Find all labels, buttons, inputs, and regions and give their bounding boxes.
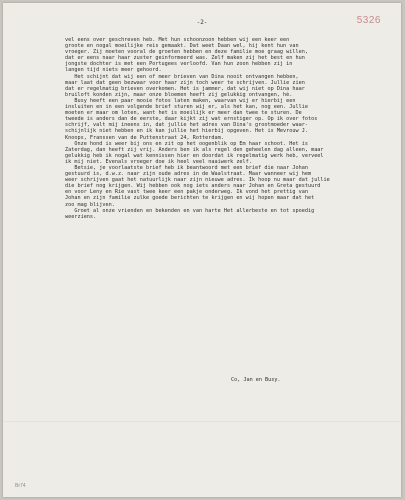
letter-line: en voor Leny en Rie vast twee keer een pakje onderweg. Ik vond het prettig van	[65, 189, 308, 196]
letter-page	[3, 3, 401, 497]
letter-line: Zaterdag, dan heeft zij vrij. Anders ben ik als regel den geheelen dag alleen, maar	[65, 146, 324, 153]
letter-line: vel eens over geschreven heb. Met hun schoonzoon hebben wij een keer een	[65, 37, 290, 43]
archive-number: 5326	[356, 15, 381, 26]
letter-line: langen tijd niets meer gehoord.	[65, 67, 162, 74]
letter-line: insluiten en in een volgende brief sturen wij er, als het kan, nog een. Jullie	[65, 104, 308, 111]
letter-line: Het schijnt dat wij een of meer brieven van Dina nooit ontvangen hebben,	[65, 73, 299, 80]
paper-crease	[3, 421, 401, 422]
signature: Co, Jan en Busy.	[231, 377, 281, 383]
letter-line: moeten er maar om loten, want het is moeilijk er meer dan twee te sturen. De	[65, 110, 302, 117]
letter-line: dat er eens naar haar zuster geinformeerd was. Zelf maken zij het best en hun	[65, 55, 305, 62]
letter-line: zoo mag blijven.	[65, 201, 115, 208]
letter-line: Onze hond is weer bij ons en zit op het oogenblik op Em haar schoot. Het is	[65, 140, 308, 147]
letter-line: ik mij niet. Evenals vroeger doe ik heel veel naaiwerk zelf.	[65, 158, 252, 165]
letter-body	[65, 37, 385, 220]
letter-line: Groet al onze vrienden en bekenden en van harte Het allerbeste en tot spoedig	[65, 207, 315, 214]
letter-line: maar laat dat geen bezwaar voor haar zijn toch weer te schrijven. Jullie zien	[65, 79, 305, 86]
letter-line: groote en nogal moeilijke reis gemaakt. Dat weet Daan wel, hij kent hun van	[65, 43, 299, 50]
letter-line: Betsie, je voorlaatste brief heb ik beantwoord met een brief die naar Johan	[65, 164, 308, 171]
page-number: -2-	[196, 19, 208, 26]
letter-line: dat er regelmatig brieven overkomen. Het is jammer, dat wij niet op Dina haar	[65, 85, 305, 92]
letter-line: schijnlijk niet hebben en ik kan jullie het hierbij opgeven. Het is Mevrouw J.	[65, 128, 308, 135]
letter-line: tweede is anders dan de eerste, daar kijkt zij wat ernstiger op. Op ik over fotos	[65, 116, 318, 123]
letter-line: schrijf, valt mij ineens in, dat jullie het adres van Dina's grootmoeder waar-	[65, 122, 308, 129]
letter-line: weerziens.	[65, 213, 97, 220]
letter-line: vroeger. Zij moeten vooral de groeten hebben en deze familie moe graag willen,	[65, 49, 308, 56]
letter-line: weer schrijven gaat het natuurlijk naar zijn nieuwe adres. Ik hoop nu maar dat jullie	[65, 177, 330, 184]
letter-line: jongste dochter is met een Portugees verloofd. Van hun zoon hebben zij in	[65, 61, 293, 68]
letter-line: die brief nog krijgen. Wij hebben ook nog iets anders naar Johan en Greta gestuurd	[65, 183, 321, 190]
corner-mark: Br74	[15, 483, 26, 489]
letter-line: Johan en zijn familie zulke goede berichten te krijgen en wij hopen maar dat het	[65, 195, 315, 202]
letter-line: Knoops, Franssen van de Puttenstraat 24, Rotterdam.	[65, 134, 224, 141]
letter-line: bruiloft konden zijn, maar onze bloemen heeft zij gelukkig ontvangen, hè.	[65, 91, 293, 98]
letter-line: gestuurd is, d.w.z. naar zijn oude adres in de Waalstraat. Maar wanneer wij hem	[65, 171, 312, 178]
letter-line: gelukkig heb ik nogal wat kennissen hier en doordat ik regelmatig werk heb, verveel	[65, 152, 324, 159]
letter-line: Busy heeft een paar mooie fotos laten maken, waarvan wij er hierbij een	[65, 97, 296, 104]
